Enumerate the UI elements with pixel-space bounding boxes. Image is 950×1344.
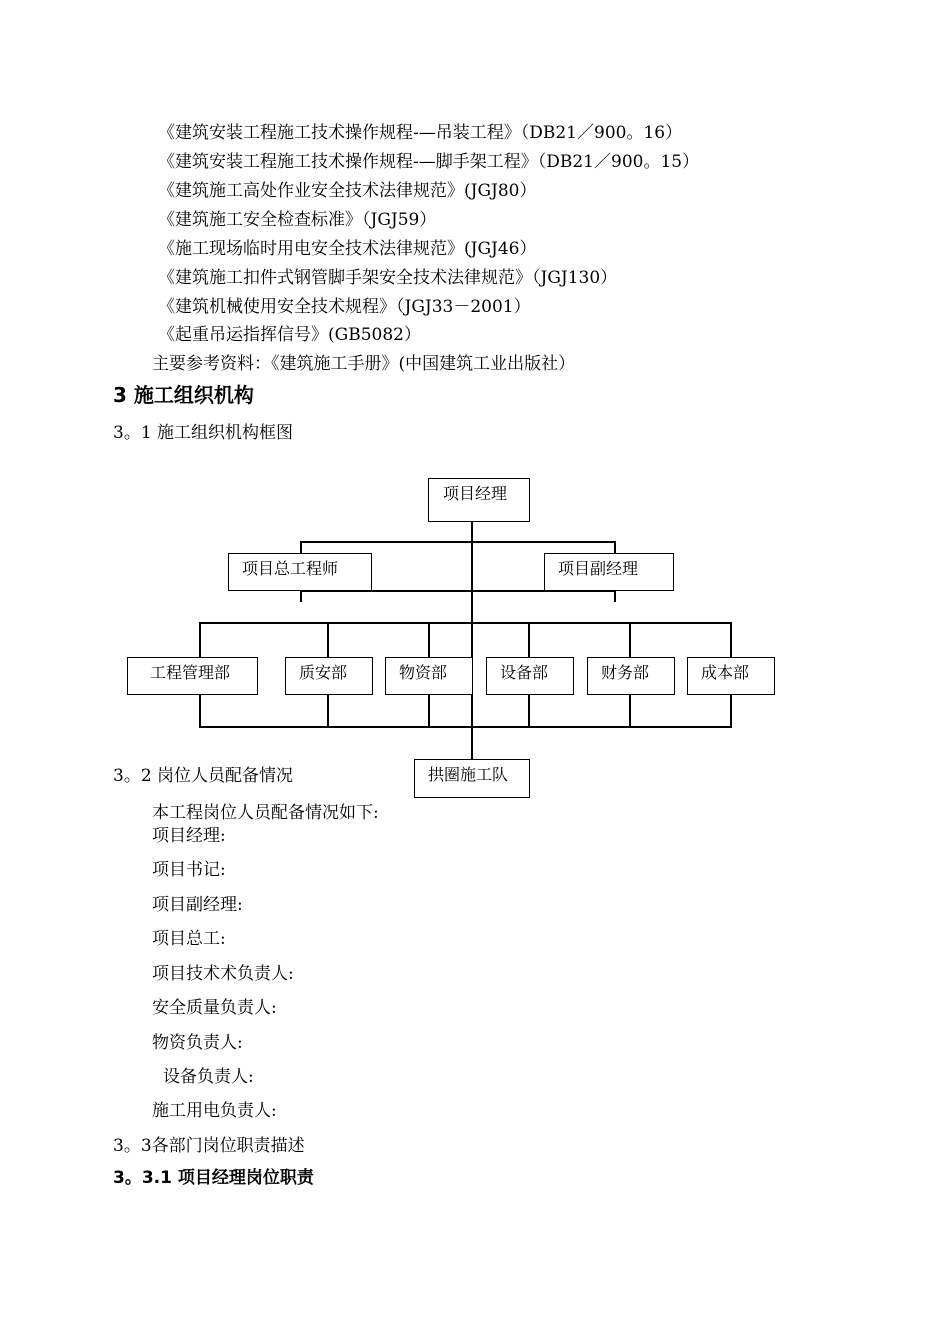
staff-role-item: 项目经理:: [152, 826, 226, 846]
connector-line: [199, 726, 732, 728]
connector-line: [614, 590, 616, 602]
connector-line: [614, 541, 616, 553]
connector-line: [300, 541, 302, 553]
reference-item: 《建筑安装工程施工技术操作规程-—脚手架工程》（DB21／900。15）: [158, 152, 700, 172]
reference-item: 《建筑安装工程施工技术操作规程-—吊装工程》（DB21／900。16）: [158, 123, 683, 143]
reference-item: 《施工现场临时用电安全技术法律规范》(JGJ46）: [158, 239, 537, 259]
org-box-dept-materials: 物资部: [385, 657, 473, 695]
staff-role-item: 施工用电负责人:: [152, 1101, 277, 1121]
staff-role-item: 安全质量负责人:: [152, 998, 277, 1018]
section-3-1-heading: 3。1 施工组织机构框图: [113, 423, 294, 443]
org-box-dept-cost: 成本部: [687, 657, 775, 695]
org-box-dept-quality-safety: 质安部: [285, 657, 373, 695]
org-box-project-manager: 项目经理: [428, 478, 530, 522]
reference-item: 《建筑施工高处作业安全技术法律规范》(JGJ80）: [158, 181, 537, 201]
org-box-deputy-manager: 项目副经理: [544, 553, 674, 591]
section-3-heading: 3 施工组织机构: [113, 383, 254, 407]
reference-item: 《起重吊运指挥信号》(GB5082）: [158, 325, 421, 345]
staffing-intro: 本工程岗位人员配备情况如下:: [152, 803, 379, 823]
connector-line: [300, 590, 302, 602]
connector-line: [199, 622, 732, 624]
staff-role-item: 项目总工:: [152, 929, 226, 949]
reference-item: 《建筑机械使用安全技术规程》（JGJ33－2001）: [158, 297, 531, 317]
org-box-dept-equipment: 设备部: [486, 657, 574, 695]
connector-line: [300, 541, 616, 543]
staff-role-item: 项目技术术负责人:: [152, 964, 294, 984]
org-box-chief-engineer: 项目总工程师: [228, 553, 372, 591]
staff-role-item: 设备负责人:: [163, 1067, 254, 1087]
reference-item: 《建筑施工扣件式钢管脚手架安全技术法律规范》（JGJ130）: [158, 268, 618, 288]
staff-role-item: 项目书记:: [152, 860, 226, 880]
staff-role-item: 项目副经理:: [152, 895, 243, 915]
org-box-dept-engineering: 工程管理部: [127, 657, 258, 695]
section-3-2-heading: 3。2 岗位人员配备情况: [113, 766, 294, 786]
connector-line: [471, 521, 473, 760]
org-box-arch-construction-team: 拱圈施工队: [414, 759, 530, 798]
main-reference: 主要参考资料：《建筑施工手册》(中国建筑工业出版社）: [152, 354, 576, 374]
section-3-3-heading: 3。3各部门岗位职责描述: [113, 1136, 305, 1156]
org-box-dept-finance: 财务部: [587, 657, 675, 695]
section-3-3-1-heading: 3。3.1 项目经理岗位职责: [113, 1168, 314, 1188]
reference-item: 《建筑施工安全检查标准》（JGJ59）: [158, 210, 437, 230]
staff-role-item: 物资负责人:: [152, 1033, 243, 1053]
